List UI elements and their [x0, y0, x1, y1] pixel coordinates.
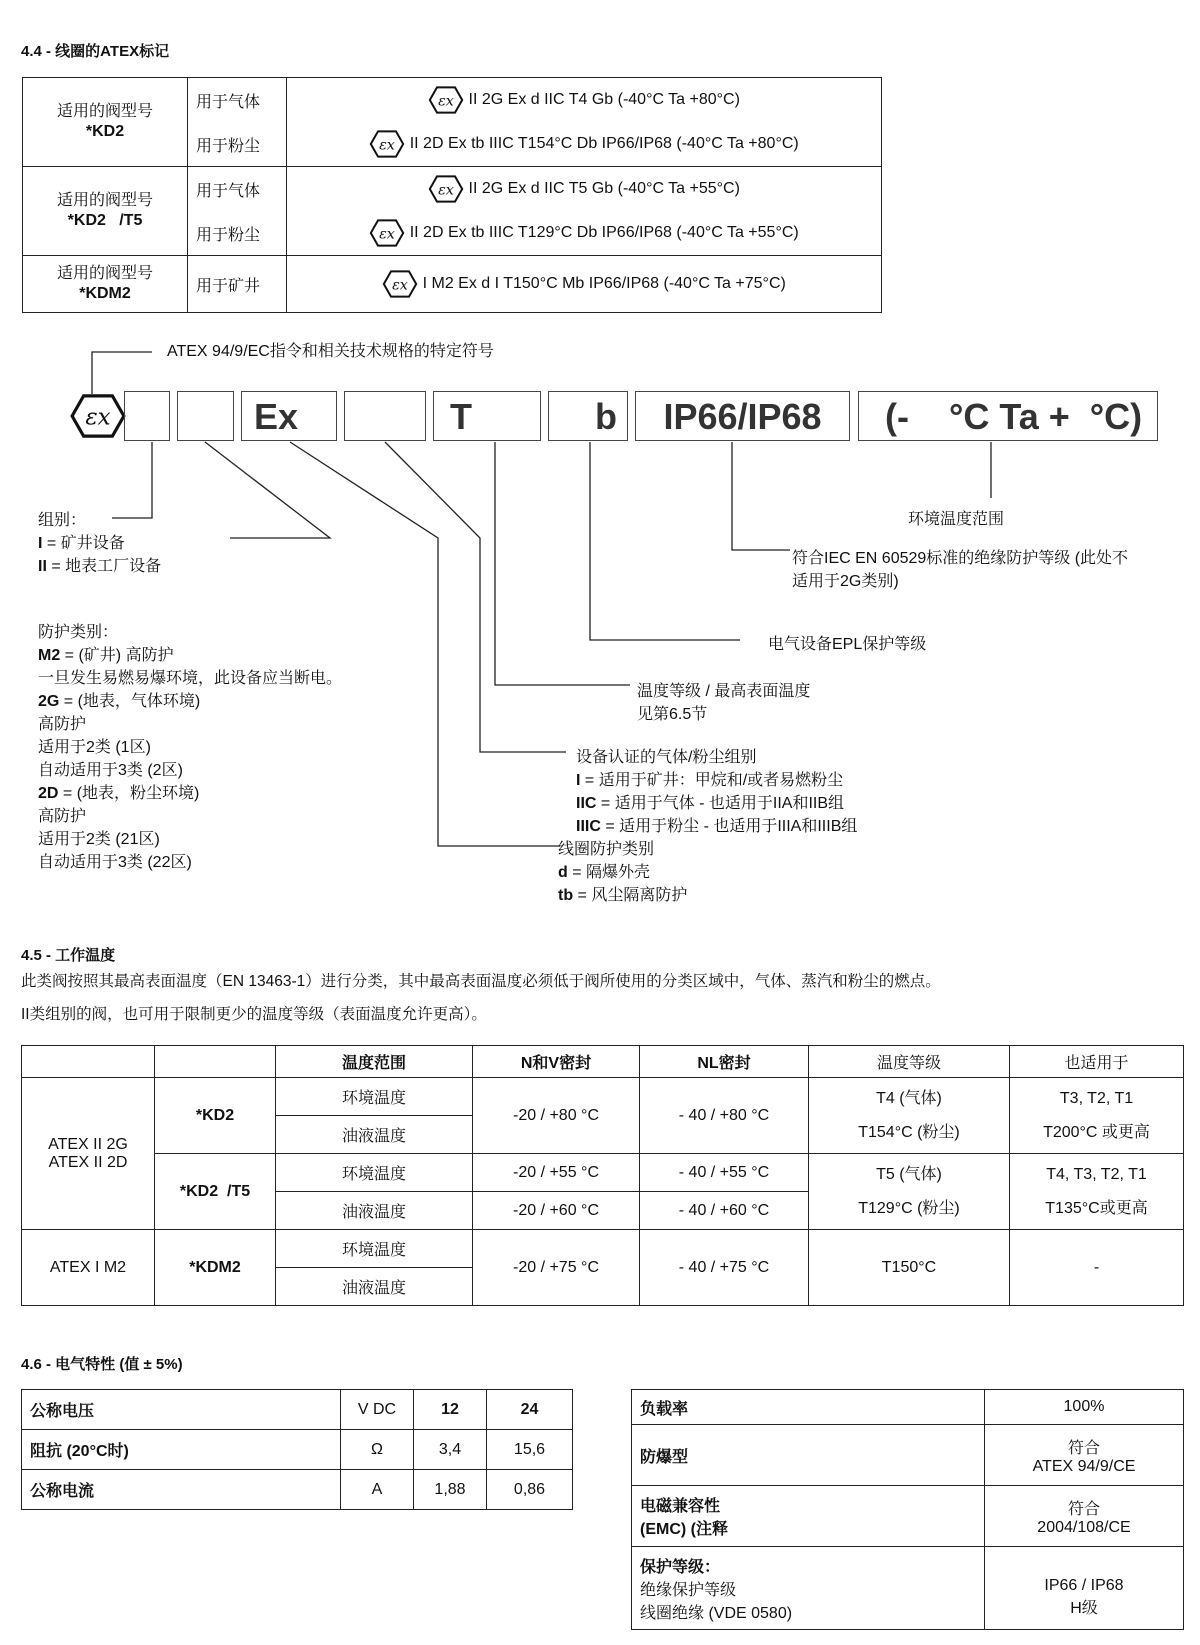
- ex-atex-large-icon: [69, 393, 127, 439]
- param-label: 防爆型: [632, 1425, 985, 1486]
- param-value: [985, 1425, 1184, 1486]
- unit-cell: Ω: [341, 1430, 414, 1470]
- type-code: *KD2 /T5: [67, 212, 143, 229]
- use-cell: 用于粉尘: [188, 122, 287, 167]
- value-line: 符合: [1067, 1439, 1100, 1457]
- temp-class-cell: T150°C: [809, 1230, 1010, 1306]
- category-key: 2G: [38, 693, 60, 710]
- label-line: 电磁兼容性: [640, 1498, 721, 1515]
- valve-code-cell: *KD2 /T5: [155, 1154, 276, 1230]
- value-cell: 12: [414, 1390, 487, 1430]
- label-line: 保护等级：: [640, 1558, 721, 1576]
- header-cell: 温度等级: [809, 1046, 1010, 1078]
- atex-label: ATEX II 2D: [48, 1153, 128, 1171]
- marking-text: II 2G Ex d IIC T4 Gb (-40°C Ta +80°C): [468, 91, 740, 109]
- nl-seal-cell: - 40 / +75 °C: [640, 1230, 809, 1306]
- nv-seal-cell: -20 / +55 °C: [473, 1154, 640, 1192]
- coil-protection-title: 线圈防护类别: [558, 841, 655, 858]
- param-value: 100%: [985, 1390, 1184, 1425]
- category-value: 自动适用于3类 (22区): [38, 854, 192, 871]
- header-cell: NL密封: [640, 1046, 809, 1078]
- gas-group-value: = 适用于粉尘 - 也适用于IIIA和IIIB组: [600, 818, 858, 835]
- header-cell: 温度范围: [276, 1046, 473, 1078]
- atex-ii-cell: [22, 1078, 155, 1230]
- temp-class-line: T154°C (粉尘): [858, 1123, 960, 1141]
- ip-description: [792, 547, 1128, 593]
- category-value: 适用于2类 (1区): [38, 739, 151, 756]
- nv-seal-cell: -20 / +60 °C: [473, 1192, 640, 1230]
- gas-group-value: = 适用于气体 - 也适用于IIA和IIB组: [596, 795, 845, 812]
- coil-protection-value: = 风尘隔离防护: [573, 887, 688, 904]
- gas-group-key: IIIC: [576, 818, 601, 835]
- also-line: T3, T2, T1: [1059, 1089, 1134, 1107]
- marking-box-ip: IP66/IP68: [635, 391, 850, 441]
- type-code: *KD2: [85, 123, 125, 140]
- ip-line: 适用于2G类别): [792, 573, 899, 590]
- type-code: *KDM2: [79, 285, 131, 302]
- temp-class-cell: [809, 1154, 1010, 1230]
- category-value: 高防护: [38, 716, 87, 733]
- param-value: [985, 1486, 1184, 1547]
- type-label: 适用的阀型号: [56, 103, 153, 120]
- type-label: 适用的阀型号: [56, 265, 153, 282]
- unit-cell: V DC: [341, 1390, 414, 1430]
- range-cell: 环境温度: [276, 1078, 473, 1116]
- temp-class-line: T4 (气体): [876, 1089, 942, 1107]
- value-cell: 15,6: [487, 1430, 573, 1470]
- category-value: = (地表，气体环境): [59, 693, 201, 710]
- marking-text: II 2D Ex tb IIIC T129°C Db IP66/IP68 (-40°C Ta +55°C): [409, 224, 799, 242]
- value-line: ATEX 94/9/CE: [1032, 1457, 1136, 1475]
- header-cell: [22, 1046, 155, 1078]
- nv-seal-cell: -20 / +75 °C: [473, 1230, 640, 1306]
- gas-group-block: [576, 746, 857, 838]
- marking-box-epl: b: [548, 391, 628, 441]
- category-value: 高防护: [38, 808, 87, 825]
- epl-label: 电气设备EPL保护等级: [768, 636, 927, 653]
- tclass-line: 温度等级 / 最高表面温度: [637, 683, 811, 700]
- nl-seal-cell: - 40 / +80 °C: [640, 1078, 809, 1154]
- coil-protection-key: tb: [558, 887, 574, 904]
- header-cell: N和V密封: [473, 1046, 640, 1078]
- also-line: T200°C 或更高: [1043, 1123, 1150, 1141]
- group-key: II: [38, 558, 47, 575]
- diagram-top-label: ATEX 94/9/EC指令和相关技术规格的特定符号: [167, 343, 494, 360]
- label-line: 绝缘保护等级: [640, 1581, 737, 1599]
- nl-seal-cell: - 40 / +55 °C: [640, 1154, 809, 1192]
- value-cell: 3,4: [414, 1430, 487, 1470]
- category-value: 一旦发生易燃易爆环境，此设备应当断电。: [38, 670, 343, 687]
- type-label: 适用的阀型号: [56, 192, 153, 209]
- category-value: = (地表，粉尘环境): [58, 785, 200, 802]
- marking-box-category: [177, 391, 234, 441]
- temperature-table: [21, 1045, 1184, 1306]
- category-value: 自动适用于3类 (2区): [38, 762, 183, 779]
- coil-protection-value: = 隔爆外壳: [567, 864, 651, 881]
- param-value: [985, 1547, 1184, 1630]
- use-cell: 用于气体: [188, 167, 287, 212]
- marking-box-ambient: (- °C Ta + °C): [858, 391, 1158, 441]
- temp-class-line: T5 (气体): [876, 1165, 942, 1183]
- gas-group-key: IIC: [576, 795, 597, 812]
- section-4-6-title: 4.6 - 电气特性 (值 ± 5%): [21, 1356, 183, 1373]
- use-cell: 用于粉尘: [188, 211, 287, 256]
- range-cell: 油液温度: [276, 1268, 473, 1306]
- temp-class-description: [637, 680, 810, 726]
- use-cell: 用于矿井: [188, 256, 287, 313]
- param-label: 公称电流: [22, 1470, 341, 1510]
- range-cell: 油液温度: [276, 1192, 473, 1230]
- ip-line: 符合IEC EN 60529标准的绝缘防护等级 (此处不: [792, 550, 1129, 567]
- label-line: (EMC) (注释: [640, 1521, 728, 1538]
- gas-group-key: I: [576, 772, 581, 789]
- gas-group-title: 设备认证的气体/粉尘组别: [576, 749, 757, 766]
- ambient-label: 环境温度范围: [908, 511, 1005, 528]
- section-4-5-title: 4.5 - 工作温度: [21, 947, 116, 964]
- also-line: T4, T3, T2, T1: [1046, 1165, 1147, 1183]
- tclass-line: 见第6.5节: [637, 706, 708, 723]
- unit-cell: A: [341, 1470, 414, 1510]
- range-cell: 油液温度: [276, 1116, 473, 1154]
- marking-text: II 2D Ex tb IIIC T154°C Db IP66/IP68 (-40°C Ta +80°C): [409, 135, 799, 153]
- coil-protection-block: [558, 838, 687, 907]
- label-line: 线圈绝缘 (VDE 0580): [640, 1604, 793, 1622]
- category-value: = (矿井) 高防护: [60, 647, 174, 664]
- marking-text: I M2 Ex d I T150°C Mb IP66/IP68 (-40°C Ta +75°C): [422, 275, 786, 293]
- marking-box-ex: Ex: [241, 391, 337, 441]
- valve-code-cell: *KDM2: [155, 1230, 276, 1306]
- marking-box-protection: [344, 391, 426, 441]
- valve-code-cell: *KD2: [155, 1078, 276, 1154]
- also-line: T135°C或更高: [1045, 1199, 1148, 1217]
- value-cell: 0,86: [487, 1470, 573, 1510]
- value-line: IP66 / IP68: [1044, 1576, 1124, 1594]
- param-label: [632, 1547, 985, 1630]
- marking-box-temp-class: T: [433, 391, 541, 441]
- marking-box-group: [124, 391, 170, 441]
- value-line: 符合: [1067, 1500, 1100, 1518]
- header-cell: 也适用于: [1010, 1046, 1184, 1078]
- marking-text: II 2G Ex d IIC T5 Gb (-40°C Ta +55°C): [468, 180, 740, 198]
- category-title: 防护类别：: [38, 624, 119, 641]
- group-title: 组别：: [38, 512, 87, 529]
- header-cell: [155, 1046, 276, 1078]
- group-key: I: [38, 535, 43, 552]
- group-value: = 矿井设备: [42, 535, 125, 552]
- coil-protection-key: d: [558, 864, 568, 881]
- category-block: [38, 621, 342, 874]
- nv-seal-cell: -20 / +80 °C: [473, 1078, 640, 1154]
- group-value: = 地表工厂设备: [46, 558, 162, 575]
- also-cell: [1010, 1154, 1184, 1230]
- temp-class-cell: [809, 1078, 1010, 1154]
- value-cell: 24: [487, 1390, 573, 1430]
- group-block: [38, 509, 161, 578]
- value-line: 2004/108/CE: [1037, 1518, 1131, 1536]
- range-cell: 环境温度: [276, 1230, 473, 1268]
- temp-class-line: T129°C (粉尘): [858, 1199, 960, 1217]
- electrical-table-left: [21, 1389, 573, 1510]
- nl-seal-cell: - 40 / +60 °C: [640, 1192, 809, 1230]
- value-line: H级: [1070, 1599, 1098, 1617]
- gas-group-value: = 适用于矿井：甲烷和/或者易燃粉尘: [580, 772, 844, 789]
- section-4-5-paragraph-2: II类组别的阀，也可用于限制更少的温度等级（表面温度允许更高）。: [21, 1006, 487, 1023]
- category-key: 2D: [38, 785, 59, 802]
- section-4-4-title: 4.4 - 线圈的ATEX标记: [21, 43, 170, 60]
- param-label: 阻抗 (20°C时): [22, 1430, 341, 1470]
- param-label: 公称电压: [22, 1390, 341, 1430]
- atex-m2-cell: ATEX I M2: [22, 1230, 155, 1306]
- value-cell: 1,88: [414, 1470, 487, 1510]
- electrical-table-right: [631, 1389, 1184, 1630]
- atex-label: ATEX II 2G: [48, 1135, 128, 1153]
- also-cell: -: [1010, 1230, 1184, 1306]
- category-key: M2: [38, 647, 61, 664]
- also-cell: [1010, 1078, 1184, 1154]
- use-cell: 用于气体: [188, 78, 287, 123]
- range-cell: 环境温度: [276, 1154, 473, 1192]
- param-label: 负载率: [632, 1390, 985, 1425]
- section-4-5-paragraph-1: 此类阀按照其最高表面温度（EN 13463-1）进行分类，其中最高表面温度必须低于阀所使用的分类区域中，气体、蒸汽和粉尘的燃点。: [21, 973, 941, 990]
- category-value: 适用于2类 (21区): [38, 831, 160, 848]
- param-label: [632, 1486, 985, 1547]
